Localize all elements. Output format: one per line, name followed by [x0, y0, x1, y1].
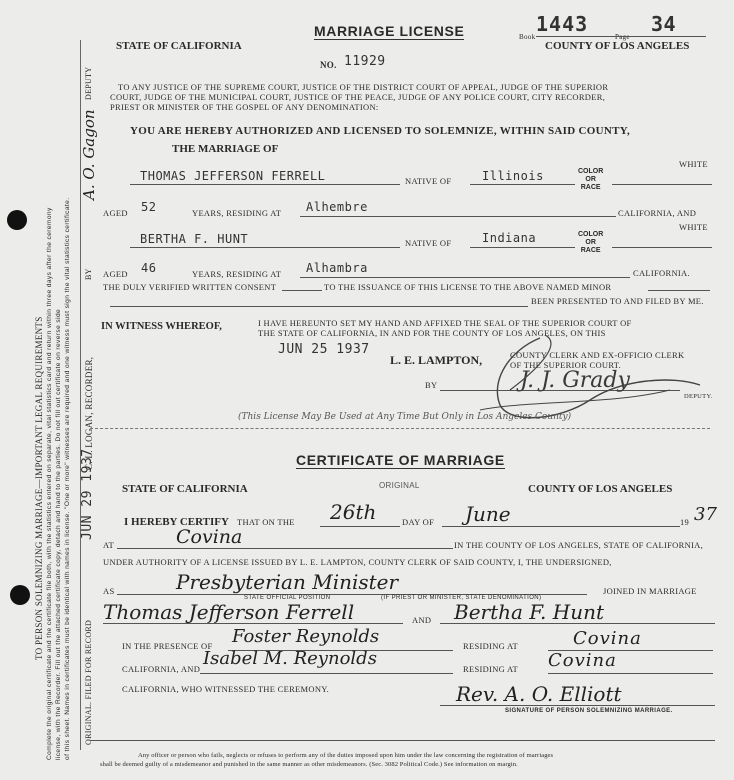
groom-race-line [612, 184, 712, 185]
officiant-caption: SIGNATURE OF PERSON SOLEMNIZING MARRIAGE. [505, 708, 673, 714]
footer-line: Any officer or person who fails, neglects or refuses to perform any of the duties imposed upon him under the law concerning the registration of marriages [138, 752, 554, 759]
witness2-residence: Covina [548, 650, 617, 671]
groom-name: THOMAS JEFFERSON FERRELL [140, 169, 326, 183]
officiant-signature-line [440, 705, 715, 706]
witness-whereof: IN WITNESS WHEREOF, [101, 321, 222, 332]
deputy-label: DEPUTY [84, 66, 93, 100]
witness-text: THE STATE OF CALIFORNIA, IN AND FOR THE COUNTY OF LOS ANGELES, ON THIS [258, 328, 606, 338]
bride-signature: Bertha F. Hunt [454, 600, 605, 624]
witness-text: I HAVE HEREUNTO SET MY HAND AND AFFIXED THE SEAL OF THE SUPERIOR COURT OF [258, 318, 632, 328]
and-label: AND [412, 615, 432, 625]
filed-label: ORIGINAL. FILED FOR RECORD [84, 619, 93, 745]
address-line: COURT, JUDGE OF THE MUNICIPAL COURT, JUSTICE OF THE PEACE, JUDGE OF ANY POLICE COURT, CITY RECORDER, [110, 92, 606, 102]
issue-date-stamp: JUN 25 1937 [278, 342, 370, 357]
california-and-label: CALIFORNIA, AND [618, 208, 697, 218]
groom-name-line [130, 184, 400, 185]
color-race-label: COLOR OR RACE [578, 168, 604, 191]
authorized-line: YOU ARE HEREBY AUTHORIZED AND LICENSED TO SOLEMNIZE, WITHIN SAID COUNTY, [130, 125, 631, 137]
punch-hole [10, 585, 30, 605]
years-residing-label: YEARS, RESIDING AT [192, 208, 282, 218]
bride-race-line [612, 247, 712, 248]
presence-label: IN THE PRESENCE OF [122, 641, 213, 651]
license-county: COUNTY OF LOS ANGELES [545, 40, 690, 52]
license-number: 11929 [344, 54, 386, 69]
by-label: BY [84, 268, 93, 280]
filed-date-stamp: JUN 29 1937 [80, 448, 95, 540]
certificate-county: COUNTY OF LOS ANGELES [528, 483, 673, 495]
page-label: Page [615, 33, 630, 41]
years-residing-label: YEARS, RESIDING AT [192, 269, 282, 279]
witnessed-line: CALIFORNIA, WHO WITNESSED THE CEREMONY. [122, 684, 330, 694]
groom-native-line [470, 184, 575, 185]
year-prefix: 19 [680, 517, 690, 527]
license-title: MARRIAGE LICENSE [314, 23, 465, 39]
punch-hole [7, 210, 27, 230]
that-on-the-label: THAT ON THE [237, 517, 295, 527]
native-of-label: NATIVE OF [405, 238, 452, 248]
bride-native: Indiana [482, 231, 537, 245]
california-end-label: CALIFORNIA. [633, 268, 690, 278]
marriage-of-label: THE MARRIAGE OF [172, 143, 279, 155]
bride-age: 46 [141, 261, 157, 275]
ceremony-month: June [465, 502, 511, 526]
groom-residence-line [300, 216, 616, 217]
residing-label: RESIDING AT [463, 641, 519, 651]
officiant-signature: Rev. A. O. Elliott [456, 682, 622, 706]
instruction-line: of this sheet. Names in certificates must be identical with names in license. "One or more" witnesses are required and one witness must sign the vital statistics certificate. [64, 197, 71, 760]
day-of-label: DAY OF [402, 517, 435, 527]
witness1-name: Foster Reynolds [232, 626, 380, 647]
consent-blank [648, 290, 710, 291]
address-line: TO ANY JUSTICE OF THE SUPREME COURT, JUSTICE OF THE DISTRICT COURT OF APPEAL, JUDGE OF THE SUPERIOR [118, 82, 609, 92]
section-divider [90, 428, 710, 429]
at-label: AT [103, 540, 114, 550]
groom-residence: Alhembre [306, 200, 368, 214]
clerk-name: L. E. LAMPTON, [390, 353, 483, 367]
as-label: AS [103, 586, 115, 596]
bride-name-line [130, 247, 400, 248]
certify-label: I HEREBY CERTIFY [124, 516, 229, 528]
address-line: PRIEST OR MINISTER OF THE GOSPEL OF ANY DENOMINATION: [110, 102, 379, 112]
month-line [442, 526, 680, 527]
aged-label: AGED [103, 269, 128, 279]
bride-residence: Alhambra [306, 261, 368, 275]
book-label: Book [519, 33, 536, 41]
consent-line-c: BEEN PRESENTED TO AND FILED BY ME. [531, 296, 704, 306]
aged-label: AGED [103, 208, 128, 218]
bride-signature-line [440, 623, 715, 624]
groom-age: 52 [141, 200, 157, 214]
joined-label: JOINED IN MARRIAGE [603, 586, 697, 596]
footer-rule [90, 740, 715, 741]
by-label: BY [425, 380, 438, 390]
ceremony-day: 26th [330, 500, 377, 524]
in-the-county-label: IN THE COUNTY OF LOS ANGELES, STATE OF CALIFORNIA, [454, 540, 704, 550]
page-number: 34 [651, 12, 677, 36]
certificate-title: CERTIFICATE OF MARRIAGE [296, 452, 505, 468]
witness2-residence-line [548, 673, 713, 674]
position-caption: STATE OFFICIAL POSITION [244, 595, 331, 601]
bride-native-line [470, 247, 575, 248]
place-line [117, 548, 453, 549]
witness2-name: Isabel M. Reynolds [203, 648, 377, 669]
consent-line-b: TO THE ISSUANCE OF THIS LICENSE TO THE ABOVE NAMED MINOR [324, 282, 612, 292]
consent-blank [282, 290, 322, 291]
clerk-title: COUNTY CLERK AND EX-OFFICIO CLERK [510, 350, 685, 360]
license-state: STATE OF CALIFORNIA [116, 40, 242, 52]
instruction-line: license, with the Recorder. Fill out the attached certificate copy, detach and hand to the parties. Do not fill out certificate on reverse side [55, 308, 62, 760]
witness2-line [200, 673, 453, 674]
clerk-title: OF THE SUPERIOR COURT. [510, 360, 622, 370]
groom-signature-line [103, 623, 403, 624]
day-line [320, 526, 400, 527]
residing-label: RESIDING AT [463, 664, 519, 674]
color-race-label: COLOR OR RACE [578, 231, 604, 254]
groom-race: WHITE [679, 159, 708, 169]
groom-native: Illinois [482, 169, 544, 183]
denomination-caption: (IF PRIEST OR MINISTER, STATE DENOMINATION) [381, 595, 542, 601]
ceremony-place: Covina [176, 526, 243, 548]
license-no-label: NO. [320, 60, 337, 70]
deputy-label: DEPUTY. [684, 393, 713, 400]
native-of-label: NATIVE OF [405, 176, 452, 186]
bride-name: BERTHA F. HUNT [140, 232, 249, 246]
groom-signature: Thomas Jefferson Ferrell [103, 600, 355, 624]
book-line [536, 36, 706, 37]
authority-line: UNDER AUTHORITY OF A LICENSE ISSUED BY L. E. LAMPTON, COUNTY CLERK OF SAID COUNTY, I, THE UNDERSIGNED, [103, 557, 612, 567]
bride-race: WHITE [679, 222, 708, 232]
book-number: 1443 [536, 12, 589, 36]
officiant-position: Presbyterian Minister [176, 570, 399, 594]
footer-line: shall be deemed guilty of a misdemeanor and punished in the same manner as other misdemeanors. (Sec. 3082 Political Code.) See information on margin. [100, 761, 518, 768]
bride-residence-line [300, 277, 630, 278]
consent-line-a: THE DULY VERIFIED WRITTEN CONSENT [103, 282, 277, 292]
clerk-deputy-signature: J. J. Grady [520, 368, 630, 393]
witness1-residence: Covina [573, 628, 642, 649]
requirements-title: TO PERSON SOLEMNIZING MARRIAGE—IMPORTANT LEGAL REQUIREMENTS [34, 316, 44, 660]
deputy-signature: A. O. Gagon [80, 109, 98, 200]
consent-blank [110, 306, 528, 307]
certificate-state: STATE OF CALIFORNIA [122, 483, 248, 495]
recorder-label: C. L. LOGAN, RECORDER, [84, 356, 94, 470]
original-label: ORIGINAL [379, 481, 420, 490]
validity-note: (This License May Be Used at Any Time But Only in Los Angeles County) [238, 412, 572, 422]
california-and-label: CALIFORNIA, AND [122, 664, 201, 674]
instruction-line: Complete the original certificate and the certificate file both, with the statistics entered on separate, vital statistics card and return within three days after the ceremony [46, 207, 53, 760]
ceremony-year: 37 [694, 504, 717, 525]
